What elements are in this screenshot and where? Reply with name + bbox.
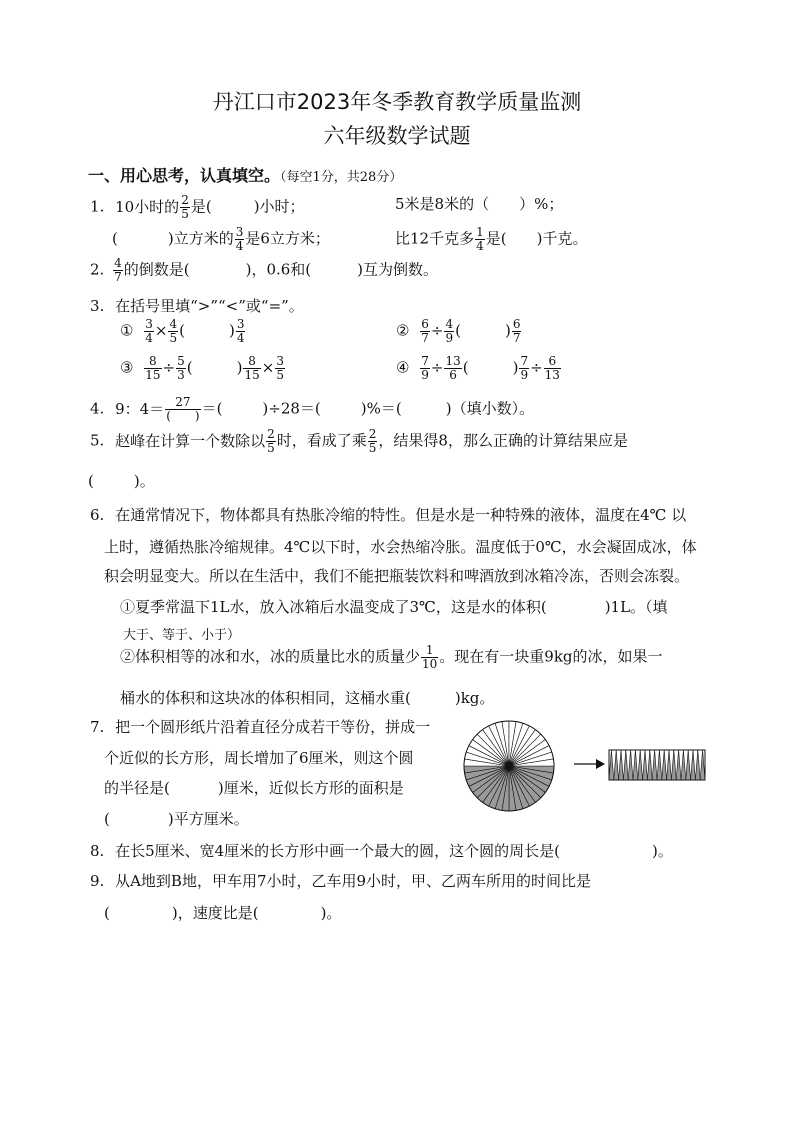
numerator: 6 — [421, 317, 429, 331]
denominator: 9 — [421, 368, 429, 382]
question-2 — [90, 257, 438, 284]
q1-text-c: )小时； — [253, 197, 305, 216]
q7-text-c: 的半径是( — [104, 779, 170, 797]
divide-sign: ÷ — [530, 358, 543, 377]
denominator: 13 — [544, 368, 560, 382]
fraction — [235, 226, 245, 253]
rparen: ) — [512, 358, 519, 377]
denominator: 7 — [421, 331, 429, 345]
denominator: 15 — [244, 368, 260, 382]
section-scoring-note: （每空1分，共28分） — [280, 170, 403, 185]
rect-sector — [623, 750, 628, 780]
denominator: 5 — [368, 441, 377, 455]
question-5-line-2 — [88, 471, 155, 491]
q5-text-e: )。 — [133, 472, 155, 490]
denominator: 7 — [512, 331, 521, 345]
rect-sector — [691, 750, 696, 780]
q9-text-d: )。 — [320, 904, 342, 922]
numerator: 13 — [445, 354, 461, 368]
denominator: 5 — [169, 331, 178, 345]
q3-item-2 — [396, 318, 522, 345]
q1-text-d: 5米是8米的（ — [395, 195, 490, 213]
section-header — [88, 166, 402, 188]
q4-text-b: ＝( — [201, 399, 223, 418]
rparen: ) — [504, 321, 511, 340]
denominator: 9 — [445, 331, 454, 345]
item-marker: ③ — [120, 358, 134, 377]
denominator: 5 — [267, 441, 275, 455]
arrow-icon — [574, 757, 606, 771]
question-1-line-2 — [112, 226, 330, 253]
fraction — [236, 318, 246, 345]
q1-text-g: )立方米的 — [167, 229, 234, 248]
denominator: 4 — [236, 331, 245, 345]
rect-sector — [657, 750, 662, 780]
q6-sub-2 — [120, 644, 663, 671]
lparen: ( — [179, 321, 185, 340]
rect-sector — [667, 750, 672, 780]
rect-outline — [609, 750, 705, 780]
rect-sector — [676, 750, 681, 780]
question-number: 6. — [90, 506, 105, 524]
lparen: ( — [186, 358, 193, 377]
numerator: 2 — [267, 427, 275, 441]
numerator: 6 — [544, 355, 561, 369]
item-marker: ① — [120, 321, 134, 340]
fraction — [176, 355, 186, 382]
rparen: ) — [228, 321, 235, 340]
denominator: 4 — [235, 239, 244, 253]
q1-text-a: 10小时的 — [115, 197, 180, 216]
numerator: 4 — [114, 256, 122, 270]
fraction — [144, 355, 161, 382]
q7-line-4 — [104, 809, 249, 829]
q6-sub-2-line-2 — [120, 688, 494, 708]
q9-text-a: 从A地到B地，甲车用7小时，乙车用9小时，甲、乙两车所用的时间比是 — [115, 872, 592, 890]
rect-sector — [662, 750, 667, 780]
question-7-line-1 — [90, 717, 430, 737]
numerator: 3 — [236, 317, 245, 331]
q6-sub-1-options: 大于、等于、小于） — [123, 628, 241, 643]
denominator: 3 — [177, 368, 185, 382]
numerator: 2 — [368, 427, 377, 441]
question-number: 9. — [90, 872, 105, 890]
divide-sign: ÷ — [430, 358, 444, 377]
rect-sector — [614, 750, 619, 780]
denominator: 7 — [114, 270, 122, 284]
rect-sector — [652, 750, 657, 780]
question-number: 3. — [90, 297, 105, 315]
question-number: 1. — [90, 197, 105, 216]
rect-sector — [647, 750, 652, 780]
numerator: 1 — [421, 644, 438, 658]
fraction — [475, 226, 485, 253]
rect-sector — [643, 750, 648, 780]
q6-sub-2-text-b: 。现在有一块重9kg的冰，如果一 — [439, 647, 663, 666]
rect-sector — [686, 750, 691, 780]
q8-text-b: )。 — [652, 842, 673, 860]
item-marker: ② — [396, 321, 410, 340]
q7-text-a: 把一个圆形纸片沿着直径分成若干等份，拼成一 — [115, 718, 431, 736]
q3-item-3 — [120, 355, 286, 382]
paper-subtitle: 六年级数学试题 — [323, 124, 471, 148]
fraction — [421, 644, 438, 671]
q6-sub-1 — [120, 597, 668, 617]
fraction — [168, 318, 178, 345]
denominator: 4 — [145, 331, 153, 345]
q1-text-e: ）%； — [519, 195, 564, 213]
q7-text-e: ( — [104, 810, 110, 828]
q3-item-4 — [396, 355, 562, 382]
q6-paragraph-1: 在通常情况下，物体都具有热胀冷缩的特性。但是水是一种特殊的液体，温度在4℃ 以 — [115, 506, 687, 524]
numerator: 4 — [445, 317, 454, 331]
rparen: ) — [236, 358, 243, 377]
q6-paragraph-2: 上时，遵循热胀冷缩规律。4℃以下时，水会热缩冷胀。温度低于0℃，水会凝固成冰，体 — [104, 538, 697, 556]
numerator: 1 — [476, 225, 484, 239]
fraction — [165, 396, 200, 423]
fraction — [368, 428, 378, 455]
rect-sector — [671, 750, 676, 780]
q1-text-b: 是( — [190, 197, 212, 216]
q9-text-b: ( — [104, 904, 110, 922]
question-1-part-b — [395, 194, 563, 214]
item-marker: ④ — [396, 358, 410, 377]
divide-sign: ÷ — [162, 358, 176, 377]
q8-text-a: 在长5厘米、宽4厘米的长方形中画一个最大的圆，这个圆的周长是( — [115, 842, 561, 860]
q4-text-c: )÷28＝( — [262, 399, 321, 418]
q2-text-a: 的倒数是( — [123, 260, 190, 279]
denominator-blank[interactable]: ( ) — [166, 409, 200, 423]
q2-text-b: )，0.6和( — [245, 260, 312, 279]
question-6-line-1 — [90, 505, 686, 525]
q1-text-h: 是6立方米； — [245, 229, 330, 248]
q6-sub-1-text-b: )1L。（填 — [604, 598, 668, 616]
section-heading: 一、用心思考，认真填空。 — [88, 166, 281, 185]
rect-sector — [609, 750, 614, 780]
question-number: 4. — [90, 399, 105, 418]
q7-text-b: 个近似的长方形，周长增加了6厘米，则这个圆 — [104, 749, 414, 767]
q2-text-c: )互为倒数。 — [357, 260, 439, 279]
denominator: 4 — [476, 239, 484, 253]
question-9-line-2 — [104, 903, 341, 923]
numerator: 3 — [235, 225, 244, 239]
question-9-line-1 — [90, 871, 591, 891]
denominator: 5 — [276, 368, 284, 382]
rect-sector — [619, 750, 624, 780]
numerator: 27 — [165, 396, 200, 410]
denominator: 6 — [449, 368, 457, 382]
fraction — [266, 428, 276, 455]
q1-text-f: ( — [112, 229, 118, 248]
lparen: ( — [462, 358, 469, 377]
question-8 — [90, 841, 673, 861]
q9-text-c: )，速度比是( — [171, 904, 259, 922]
numerator: 3 — [145, 317, 153, 331]
numerator: 4 — [169, 317, 178, 331]
question-number: 8. — [90, 842, 105, 860]
q5-text-b: 时，看成了乘 — [276, 431, 367, 450]
q7-line-3 — [104, 778, 404, 798]
q6-sub-2-text-a: ②体积相等的冰和水，冰的质量比水的质量少 — [120, 647, 421, 666]
approximate-rectangle-figure — [608, 748, 706, 782]
paper-title: 丹江口市2023年冬季教育教学质量监测 — [212, 90, 582, 114]
q6-sub-2-text-c: 桶水的体积和这块冰的体积相同，这桶水重( — [120, 689, 411, 707]
fraction — [444, 355, 461, 382]
times-sign: × — [261, 358, 275, 377]
fraction — [275, 355, 285, 382]
rect-sector — [700, 750, 705, 780]
circle-sectors-figure — [462, 718, 572, 814]
numerator: 7 — [421, 354, 429, 368]
q6-sub-1-text-a: ①夏季常温下1L水，放入冰箱后水温变成了3℃，这是水的体积( — [120, 598, 547, 616]
q6-sub-2-text-d: )kg。 — [454, 689, 495, 707]
fraction — [180, 194, 190, 221]
rect-sector — [695, 750, 700, 780]
denominator: 5 — [181, 207, 189, 221]
q1-text-j: 是( — [485, 229, 507, 248]
lparen: ( — [455, 321, 461, 340]
question-1-part-d — [395, 226, 587, 253]
q7-text-f: )平方厘米。 — [167, 810, 249, 828]
question-4 — [90, 396, 534, 423]
numerator: 8 — [243, 355, 260, 369]
fraction — [420, 355, 430, 382]
q1-text-k: )千克。 — [536, 229, 588, 248]
q3-item-1 — [120, 318, 246, 345]
denominator: 15 — [145, 368, 161, 382]
fraction — [512, 318, 522, 345]
q6-paragraph-3: 积会明显变大。所以在生活中，我们不能把瓶装饮料和啤酒放到冰箱冷冻，否则会冻裂。 — [104, 567, 690, 585]
fraction — [144, 318, 154, 345]
denominator: 10 — [422, 657, 438, 671]
rect-sector — [628, 750, 633, 780]
numerator: 7 — [520, 354, 529, 368]
q5-text-d: ( — [88, 472, 94, 490]
q5-text-a: 赵峰在计算一个数除以 — [115, 431, 266, 450]
rect-sector — [681, 750, 686, 780]
q3-instruction: 在括号里填“>”“<”或“=”。 — [115, 297, 304, 315]
denominator: 9 — [520, 368, 529, 382]
question-1-line-1 — [90, 194, 305, 221]
numerator: 5 — [177, 354, 185, 368]
q4-text-e: )（填小数）。 — [445, 399, 535, 418]
fraction — [243, 355, 260, 382]
numerator: 2 — [181, 193, 189, 207]
fraction — [519, 355, 529, 382]
question-number: 2. — [90, 260, 105, 279]
rect-sector — [638, 750, 643, 780]
fraction — [544, 355, 561, 382]
times-sign: × — [154, 321, 168, 340]
q5-text-c: ，结果得8，那么正确的计算结果应是 — [378, 431, 628, 450]
q4-text-d: )%＝( — [360, 399, 402, 418]
q1-text-i: 比12千克多 — [395, 229, 475, 248]
q7-text-d: )厘米，近似长方形的面积是 — [217, 779, 404, 797]
question-number: 5. — [90, 431, 105, 450]
question-5-line-1 — [90, 428, 628, 455]
fraction — [444, 318, 454, 345]
divide-sign: ÷ — [430, 321, 444, 340]
q4-text-a: 9：4＝ — [115, 399, 165, 418]
numerator: 3 — [276, 354, 284, 368]
numerator: 6 — [512, 317, 521, 331]
fraction — [420, 318, 430, 345]
fraction — [113, 257, 123, 284]
rect-sector — [633, 750, 638, 780]
question-number: 7. — [90, 718, 105, 736]
numerator: 8 — [144, 355, 161, 369]
question-3 — [90, 296, 304, 316]
